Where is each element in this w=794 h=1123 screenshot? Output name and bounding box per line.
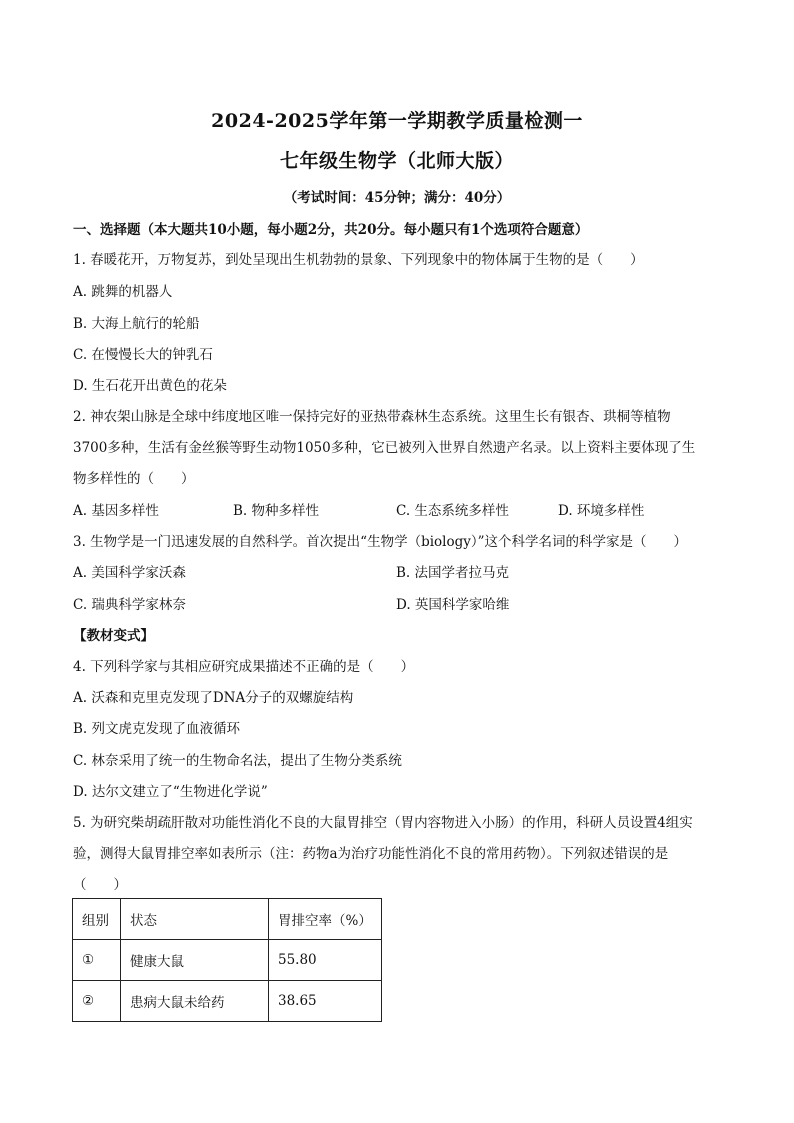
section-heading: 一、选择题（本大题共10小题，每小题2分，共20分。每小题只有1个选项符合题意） (73, 222, 589, 238)
table-row (73, 981, 382, 1022)
q3-option-d: D. 英国科学家哈维 (396, 597, 510, 613)
q2-option-c: C. 生态系统多样性 (396, 503, 509, 519)
q1-option-c: C. 在慢慢长大的钟乳石 (73, 347, 213, 363)
q2-stem-line-2: 3700多种，生活有金丝猴等野生动物1050多种，它已被列入世界自然遗产名录。以上资料主要体现了生 (73, 440, 696, 456)
table-cell: ① (73, 940, 121, 981)
table-header-cell: 状态 (121, 899, 269, 940)
table-row (73, 940, 382, 981)
q2-stem-line-1: 2. 神农架山脉是全球中纬度地区唯一保持完好的亚热带森林生态系统。这里生长有银杏、珙桐等植物 (73, 409, 671, 425)
q5-stem-line-1: 5. 为研究柴胡疏肝散对功能性消化不良的大鼠胃排空（胃内容物进入小肠）的作用，科研人员设置4组实 (73, 815, 693, 831)
q4-stem: 4. 下列科学家与其相应研究成果描述不正确的是（ ） (73, 659, 415, 675)
q2-stem-line-3: 物多样性的（ ） (73, 471, 195, 487)
q3-option-b: B. 法国学者拉马克 (396, 565, 510, 581)
q2-option-b: B. 物种多样性 (233, 503, 320, 519)
q5-stem-line-2: 验，测得大鼠胃排空率如表所示（注：药物a为治疗功能性消化不良的常用药物）。下列叙述错误的是 (73, 846, 669, 862)
q4-option-c: C. 林奈采用了统一的生物命名法，提出了生物分类系统 (73, 753, 402, 769)
exam-title: 2024-2025学年第一学期教学质量检测一 (211, 110, 583, 132)
table-header-row (73, 899, 382, 940)
q2-option-d: D. 环境多样性 (558, 503, 645, 519)
q4-option-a: A. 沃森和克里克发现了DNA分子的双螺旋结构 (73, 690, 354, 706)
q4-option-b: B. 列文虎克发现了血液循环 (73, 721, 241, 737)
exam-subtitle: 七年级生物学（北师大版） (279, 150, 514, 172)
q1-option-b: B. 大海上航行的轮船 (73, 316, 200, 332)
table-cell: ② (73, 981, 121, 1022)
q5-stem-line-3: （ ） (73, 877, 127, 893)
table-header-cell: 胃排空率（%） (269, 899, 382, 940)
table-cell: 55.80 (269, 940, 382, 981)
table-cell: 38.65 (269, 981, 382, 1022)
table-cell: 健康大鼠 (121, 940, 269, 981)
q2-option-a: A. 基因多样性 (73, 503, 159, 519)
q1-stem: 1. 春暖花开，万物复苏，到处呈现出生机勃勃的景象、下列现象中的物体属于生物的是（ ） (73, 252, 644, 268)
q3-stem: 3. 生物学是一门迅速发展的自然科学。首次提出“生物学（biology）”这个科学名词的科学家是（ ） (73, 534, 688, 550)
q3-option-a: A. 美国科学家沃森 (73, 565, 186, 581)
q4-option-d: D. 达尔文建立了“生物进化学说” (73, 784, 268, 800)
table-cell: 患病大鼠未给药 (121, 981, 269, 1022)
variant-label: 【教材变式】 (73, 628, 154, 644)
q5-data-table (72, 898, 382, 1022)
table-header-cell: 组别 (73, 899, 121, 940)
q1-option-d: D. 生石花开出黄色的花朵 (73, 378, 227, 394)
q1-option-a: A. 跳舞的机器人 (73, 284, 173, 300)
q3-option-c: C. 瑞典科学家林奈 (73, 597, 186, 613)
exam-info: （考试时间：45分钟；满分：40分） (283, 190, 511, 206)
